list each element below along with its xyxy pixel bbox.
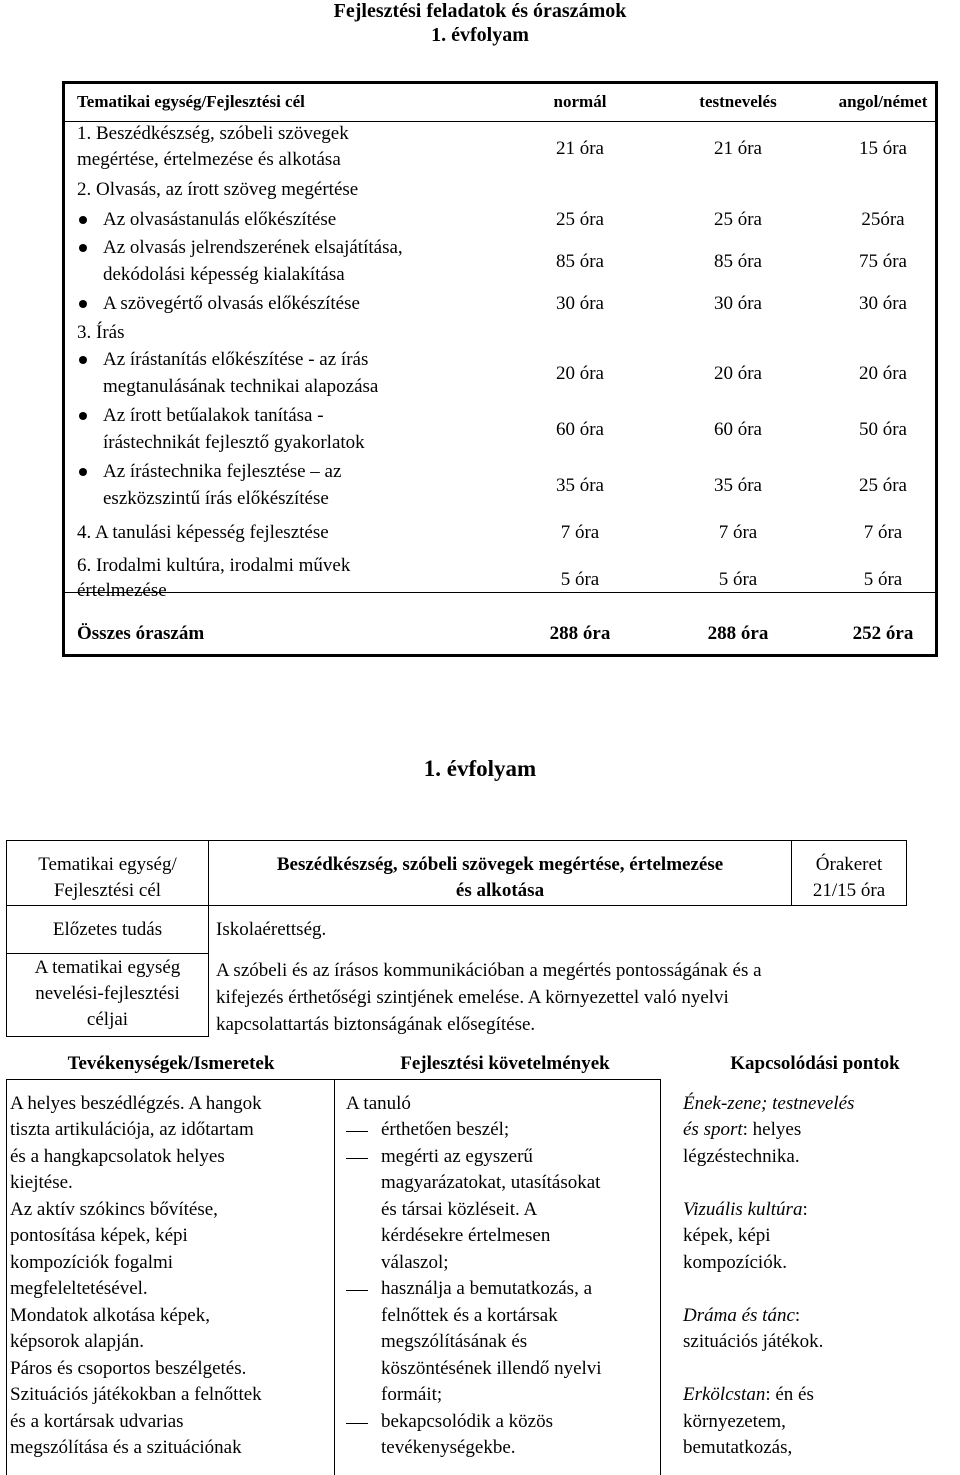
section-label: 3. Írás <box>77 322 125 343</box>
activity-line: kompozíciók fogalmi <box>10 1252 174 1273</box>
requirement-line: köszöntésének illendő nyelvi <box>381 1358 602 1379</box>
bullet-icon <box>79 216 87 224</box>
requirement-line: válaszol; <box>381 1252 449 1273</box>
activity-line: Az aktív szókincs bővítése, <box>10 1199 218 1220</box>
row-label: 4. A tanulási képesség fejlesztése <box>77 522 329 543</box>
row-label: dekódolási képesség kialakítása <box>103 264 345 285</box>
requirement-line: használja a bemutatkozás, a <box>381 1278 593 1299</box>
value-normal: 30 óra <box>555 293 604 314</box>
connection-line <box>683 1382 814 1409</box>
unit-title: és alkotása <box>455 880 545 901</box>
bullet-icon <box>79 356 87 364</box>
activity-line: és a kortársak udvarias <box>10 1411 184 1432</box>
activity-line: Mondatok alkotása képek, <box>10 1305 210 1326</box>
requirement-line: megérti az egyszerű <box>381 1146 533 1167</box>
hours-label: Órakeret <box>815 854 883 875</box>
value-normal: 85 óra <box>555 251 604 272</box>
connection-line <box>683 1117 801 1144</box>
row-label: 1. Beszédkészség, szóbeli szövegek <box>77 123 349 144</box>
value-normal: 25 óra <box>555 209 604 230</box>
value-pe: 25 óra <box>713 209 762 230</box>
value-pe: 21 óra <box>713 138 762 159</box>
row-label: Az olvasás jelrendszerének elsajátítása, <box>103 237 403 258</box>
bullet-icon <box>79 244 87 252</box>
bullet-icon <box>79 412 87 420</box>
dash-icon <box>346 1290 368 1291</box>
activity-line: A helyes beszédlégzés. A hangok <box>10 1093 262 1114</box>
value-normal: 35 óra <box>555 475 604 496</box>
requirement-line: formáit; <box>381 1384 443 1405</box>
activity-line: Páros és csoportos beszélgetés. <box>10 1358 247 1379</box>
prior-value: Iskolaérettség. <box>216 919 327 940</box>
value-lang: 50 óra <box>858 419 907 440</box>
requirement-line: magyarázatokat, utasításokat <box>381 1172 601 1193</box>
header-unit: Tematikai egység/Fejlesztési cél <box>77 92 305 111</box>
connection-line: szituációs játékok. <box>683 1331 824 1352</box>
col-header-connections: Kapcsolódási pontok <box>730 1053 900 1074</box>
connection-line <box>683 1303 800 1330</box>
goals-text: A szóbeli és az írásos kommunikációban a megértés pontosságának és a <box>216 960 762 981</box>
total-pe: 288 óra <box>707 623 769 644</box>
connection-line: környezetem, <box>683 1411 786 1432</box>
bullet-icon <box>79 468 87 476</box>
dash-icon <box>346 1423 368 1424</box>
row-label: eszközszintű írás előkészítése <box>103 488 329 509</box>
goals-label: A tematikai egység <box>34 957 181 978</box>
value-normal: 20 óra <box>555 363 604 384</box>
goals-label: nevelési-fejlesztési <box>35 983 180 1004</box>
row-label: 6. Irodalmi kultúra, irodalmi művek <box>77 555 351 576</box>
activity-line: kiejtése. <box>10 1172 73 1193</box>
bullet-icon <box>79 300 87 308</box>
requirement-line: bekapcsolódik a közös <box>381 1411 554 1432</box>
value-pe: 20 óra <box>713 363 762 384</box>
dash-icon <box>346 1158 368 1159</box>
hours-table <box>62 81 938 657</box>
value-lang: 20 óra <box>858 363 907 384</box>
section-label: 2. Olvasás, az írott szöveg megértése <box>77 179 359 200</box>
value-normal: 21 óra <box>555 138 604 159</box>
total-normal: 288 óra <box>549 623 611 644</box>
row-label: Az írástanítás előkészítése - az írás <box>103 349 369 370</box>
value-pe: 60 óra <box>713 419 762 440</box>
dash-icon <box>346 1131 368 1132</box>
connection-line: légzéstechnika. <box>683 1146 800 1167</box>
value-lang: 5 óra <box>863 569 903 590</box>
value-pe: 7 óra <box>718 522 758 543</box>
section-heading: 1. évfolyam <box>423 756 537 781</box>
value-pe: 30 óra <box>713 293 762 314</box>
connection-line <box>683 1091 854 1118</box>
prior-label: Előzetes tudás <box>52 919 163 940</box>
doc-title: Fejlesztési feladatok és óraszámok <box>333 0 627 22</box>
row-label: Az olvasástanulás előkészítése <box>103 209 337 230</box>
activity-line: pontosítása képek, képi <box>10 1225 188 1246</box>
value-lang: 25 óra <box>858 475 907 496</box>
activity-line: és a hangkapcsolatok helyes <box>10 1146 225 1167</box>
col-header-requirements: Fejlesztési követelmények <box>400 1053 610 1074</box>
requirement-line: felnőttek és a kortársak <box>381 1305 558 1326</box>
row-label: megtanulásának technikai alapozása <box>103 376 379 397</box>
goals-text: kifejezés érthetőségi szintjének emelése. A környezettel való nyelvi <box>216 987 729 1008</box>
doc-grade: 1. évfolyam <box>431 24 529 46</box>
connection-subject: Dráma és tánc <box>683 1305 795 1326</box>
activity-line: megfeleltetésével. <box>10 1278 148 1299</box>
goals-label: céljai <box>86 1009 129 1030</box>
value-normal: 60 óra <box>555 419 604 440</box>
connection-line: képek, képi <box>683 1225 771 1246</box>
value-lang: 75 óra <box>858 251 907 272</box>
row-label: Az írott betűalakok tanítása - <box>103 405 324 426</box>
header-lang: angol/német <box>838 92 928 111</box>
connection-subject: Ének-zene; testnevelés <box>683 1093 855 1114</box>
requirement-line: és társai közléseit. A <box>381 1199 538 1220</box>
row-label: megértése, értelmezése és alkotása <box>77 149 341 170</box>
value-normal: 5 óra <box>560 569 600 590</box>
activity-line: megszólítása és a szituációnak <box>10 1437 242 1458</box>
header-pe: testnevelés <box>699 92 777 111</box>
unit-label: Fejlesztési cél <box>53 880 162 901</box>
requirement-line: tevékenységekbe. <box>381 1437 516 1458</box>
unit-title: Beszédkészség, szóbeli szövegek megértése, értelmezése <box>276 854 724 875</box>
hours-value: 21/15 óra <box>812 880 886 901</box>
value-pe: 5 óra <box>718 569 758 590</box>
connection-subject: Erkölcstan <box>683 1384 766 1405</box>
connection-text: : <box>794 1305 801 1326</box>
col-header-activities: Tevékenységek/Ismeretek <box>67 1053 275 1074</box>
activity-line: tiszta artikulációja, az időtartam <box>10 1119 254 1140</box>
connection-text: : helyes <box>742 1119 802 1140</box>
value-lang: 25óra <box>861 209 905 230</box>
connection-subject: és sport <box>683 1119 743 1140</box>
connection-line: kompozíciók. <box>683 1252 787 1273</box>
requirements-intro: A tanuló <box>346 1093 411 1114</box>
unit-label: Tematikai egység/ <box>38 854 177 875</box>
value-pe: 35 óra <box>713 475 762 496</box>
row-label: A szövegértő olvasás előkészítése <box>103 293 360 314</box>
header-normal: normál <box>553 92 607 111</box>
connection-line <box>683 1197 808 1224</box>
connection-text: : <box>802 1199 808 1220</box>
value-lang: 7 óra <box>863 522 903 543</box>
activity-line: Szituációs játékokban a felnőttek <box>10 1384 262 1405</box>
connection-text: : én és <box>765 1384 814 1405</box>
activity-line: képsorok alapján. <box>10 1331 145 1352</box>
row-label: írástechnikát fejlesztő gyakorlatok <box>103 432 365 453</box>
connection-subject: Vizuális kultúra <box>683 1199 803 1220</box>
goals-text: kapcsolattartás biztonságának elősegítése. <box>216 1014 536 1035</box>
connection-line: bemutatkozás, <box>683 1437 793 1458</box>
requirement-line: érthetően beszél; <box>381 1119 510 1140</box>
requirement-line: megszólításának és <box>381 1331 528 1352</box>
value-lang: 30 óra <box>858 293 907 314</box>
value-lang: 15 óra <box>858 138 907 159</box>
row-label: Az írástechnika fejlesztése – az <box>103 461 342 482</box>
requirement-line: kérdésekre értelmesen <box>381 1225 551 1246</box>
total-label: Összes óraszám <box>77 623 205 644</box>
value-normal: 7 óra <box>560 522 600 543</box>
value-pe: 85 óra <box>713 251 762 272</box>
total-lang: 252 óra <box>852 623 914 644</box>
row-label: értelmezése <box>77 580 167 601</box>
